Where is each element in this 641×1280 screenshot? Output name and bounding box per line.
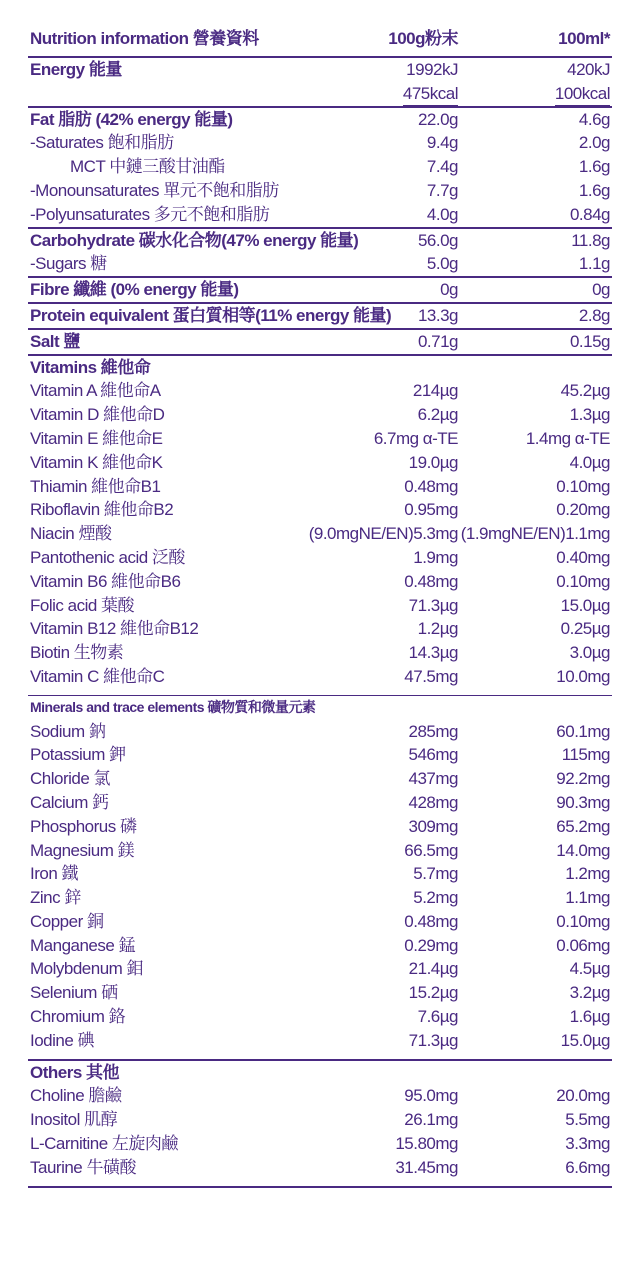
header-label: Nutrition information 營養資料 xyxy=(30,29,259,48)
nutrient-label: Choline 膽鹼 xyxy=(30,1086,122,1106)
value-per-100ml: 1.3µg xyxy=(569,405,610,425)
energy-kcal-100ml: 100kcal xyxy=(555,82,610,106)
nutrient-label: -Sugars 糖 xyxy=(30,254,107,274)
nutrient-label: Riboflavin 維他命B2 xyxy=(30,500,174,520)
value-per-100g: 7.7g xyxy=(426,180,458,200)
value-per-100ml: 0.10mg xyxy=(556,476,610,496)
value-per-100g: 0.48mg xyxy=(404,571,458,591)
table-row xyxy=(28,815,612,839)
value-per-100g: 1.9mg xyxy=(413,547,458,567)
table-row xyxy=(28,641,612,665)
table-row xyxy=(28,981,612,1005)
nutrient-label: Pantothenic acid 泛酸 xyxy=(30,547,185,567)
value-per-100g: 309mg xyxy=(408,816,458,836)
energy-kcal-100g: 475kcal xyxy=(403,82,458,106)
value-per-100ml: 20.0mg xyxy=(556,1086,610,1106)
energy-label: Energy 能量 xyxy=(30,60,122,79)
energy-kj-100g: 1992kJ xyxy=(406,60,458,79)
nutrient-label: Vitamin K 維他命K xyxy=(30,452,163,472)
salt-100g: 0.71g xyxy=(417,331,458,351)
energy-kj-100ml: 420kJ xyxy=(567,60,610,79)
others-title-row xyxy=(28,1061,612,1085)
table-row xyxy=(28,229,612,253)
minerals-title: Minerals and trace elements 礦物質和微量元素 xyxy=(30,698,316,715)
value-per-100ml: 90.3mg xyxy=(556,792,610,812)
table-row xyxy=(28,617,612,641)
value-per-100ml: 15.0µg xyxy=(560,595,610,615)
energy-kcal-row xyxy=(28,82,612,106)
table-row xyxy=(28,1005,612,1029)
vitamins-title-row xyxy=(28,356,612,380)
table-row xyxy=(28,1108,612,1132)
salt-row xyxy=(28,330,612,354)
table-row xyxy=(28,886,612,910)
value-per-100ml: 0.10mg xyxy=(556,911,610,931)
table-row xyxy=(28,403,612,427)
fibre-100g: 0g xyxy=(440,280,458,300)
nutrition-table xyxy=(28,22,612,1188)
minerals-title-row xyxy=(28,696,612,720)
nutrient-label: Iron 鐵 xyxy=(30,864,79,884)
value-per-100ml: 1.6g xyxy=(578,180,610,200)
value-per-100ml: 0.25µg xyxy=(560,619,610,639)
header-col-100g: 100g粉末 xyxy=(388,29,458,48)
table-row xyxy=(28,1132,612,1156)
nutrient-label: Chromium 鉻 xyxy=(30,1007,126,1027)
value-per-100g: 66.5mg xyxy=(404,840,458,860)
table-row xyxy=(28,665,612,689)
nutrient-label: -Saturates 飽和脂肪 xyxy=(30,133,174,153)
nutrient-label: Fat 脂肪 (42% energy 能量) xyxy=(30,109,233,129)
nutrient-label: Chloride 氯 xyxy=(30,769,111,789)
fibre-label: Fibre 纖維 (0% energy 能量) xyxy=(30,280,239,300)
value-per-100g: 26.1mg xyxy=(404,1110,458,1130)
nutrient-label: Calcium 鈣 xyxy=(30,792,109,812)
table-row xyxy=(28,108,612,132)
value-per-100g: 19.0µg xyxy=(408,452,458,472)
value-per-100g: 95.0mg xyxy=(404,1086,458,1106)
value-per-100g: 0.48mg xyxy=(404,911,458,931)
carbohydrate-section xyxy=(28,229,612,277)
nutrient-label: Biotin 生物素 xyxy=(30,643,124,663)
value-per-100g: 9.4g xyxy=(426,133,458,153)
value-per-100g: 7.6µg xyxy=(417,1007,458,1027)
value-per-100g: 5.2mg xyxy=(413,888,458,908)
table-row xyxy=(28,498,612,522)
table-row xyxy=(28,957,612,981)
value-per-100g: 71.3µg xyxy=(408,1030,458,1050)
value-per-100g: 437mg xyxy=(408,769,458,789)
value-per-100ml: 4.0µg xyxy=(569,452,610,472)
table-row xyxy=(28,203,612,227)
value-per-100g: 0.29mg xyxy=(404,935,458,955)
nutrient-label: Vitamin B6 維他命B6 xyxy=(30,571,181,591)
table-row xyxy=(28,427,612,451)
value-per-100ml: 3.3mg xyxy=(565,1134,610,1154)
value-per-100ml: 0.20mg xyxy=(556,500,610,520)
value-per-100ml: 3.0µg xyxy=(569,643,610,663)
value-per-100g: (9.0mgNE/EN)5.3mg xyxy=(308,524,458,544)
table-row xyxy=(28,839,612,863)
value-per-100g: 1.2µg xyxy=(417,619,458,639)
table-row xyxy=(28,451,612,475)
value-per-100ml: 0.84g xyxy=(569,204,610,224)
value-per-100ml: 6.6mg xyxy=(565,1157,610,1177)
protein-label: Protein equivalent 蛋白質相等(11% energy 能量) xyxy=(30,305,392,325)
protein-100g: 13.3g xyxy=(417,305,458,325)
table-row xyxy=(28,252,612,276)
others-title: Others 其他 xyxy=(30,1062,120,1082)
table-row xyxy=(28,179,612,203)
nutrient-label: Copper 銅 xyxy=(30,911,104,931)
value-per-100ml: 4.6g xyxy=(578,109,610,129)
fibre-row xyxy=(28,278,612,302)
value-per-100ml: 10.0mg xyxy=(556,666,610,686)
value-per-100g: 546mg xyxy=(408,745,458,765)
nutrient-label: L-Carnitine 左旋肉鹼 xyxy=(30,1134,178,1154)
table-row xyxy=(28,791,612,815)
salt-100ml: 0.15g xyxy=(569,331,610,351)
nutrient-label: Thiamin 維他命B1 xyxy=(30,476,161,496)
value-per-100g: 428mg xyxy=(408,792,458,812)
value-per-100g: 214µg xyxy=(412,381,458,401)
value-per-100g: 14.3µg xyxy=(408,643,458,663)
table-row xyxy=(28,1084,612,1108)
table-row xyxy=(28,1156,612,1180)
value-per-100ml: 60.1mg xyxy=(556,721,610,741)
protein-100ml: 2.8g xyxy=(578,305,610,325)
table-row xyxy=(28,594,612,618)
value-per-100g: 47.5mg xyxy=(404,666,458,686)
nutrient-label: Phosphorus 磷 xyxy=(30,816,137,836)
nutrient-label: Taurine 牛磺酸 xyxy=(30,1157,136,1177)
value-per-100g: 15.2µg xyxy=(408,983,458,1003)
nutrient-label: Iodine 碘 xyxy=(30,1030,95,1050)
value-per-100g: 15.80mg xyxy=(395,1134,458,1154)
others-section xyxy=(28,1084,612,1179)
value-per-100g: 21.4µg xyxy=(408,959,458,979)
energy-row xyxy=(28,58,612,82)
value-per-100g: 4.0g xyxy=(426,204,458,224)
table-row xyxy=(28,720,612,744)
value-per-100ml: 65.2mg xyxy=(556,816,610,836)
table-row xyxy=(28,934,612,958)
value-per-100g: 0.48mg xyxy=(404,476,458,496)
value-per-100ml: 115mg xyxy=(561,745,610,765)
vitamins-title: Vitamins 維他命 xyxy=(30,357,151,377)
table-row xyxy=(28,1029,612,1053)
value-per-100ml: 3.2µg xyxy=(569,983,610,1003)
value-per-100ml: 1.6g xyxy=(578,157,610,177)
value-per-100g: 6.7mg α-TE xyxy=(373,428,458,448)
nutrient-label: Vitamin B12 維他命B12 xyxy=(30,619,199,639)
value-per-100ml: 45.2µg xyxy=(560,381,610,401)
nutrient-label: Vitamin A 維他命A xyxy=(30,381,161,401)
value-per-100ml: 4.5µg xyxy=(569,959,610,979)
value-per-100ml: (1.9mgNE/EN)1.1mg xyxy=(460,524,610,544)
minerals-section xyxy=(28,720,612,1053)
nutrient-label: Magnesium 鎂 xyxy=(30,840,135,860)
value-per-100ml: 0.10mg xyxy=(556,571,610,591)
value-per-100ml: 11.8g xyxy=(571,230,610,250)
value-per-100g: 7.4g xyxy=(426,157,458,177)
value-per-100g: 5.0g xyxy=(426,254,458,274)
value-per-100ml: 0.40mg xyxy=(556,547,610,567)
nutrient-label: Selenium 硒 xyxy=(30,983,118,1003)
divider xyxy=(28,1186,612,1188)
table-row xyxy=(28,767,612,791)
table-header xyxy=(28,22,612,56)
value-per-100g: 0.95mg xyxy=(404,500,458,520)
table-row xyxy=(28,379,612,403)
salt-label: Salt 鹽 xyxy=(30,331,80,351)
value-per-100ml: 14.0mg xyxy=(556,840,610,860)
nutrient-label: Vitamin C 維他命C xyxy=(30,666,165,686)
nutrient-label: Carbohydrate 碳水化合物(47% energy 能量) xyxy=(30,230,359,250)
value-per-100g: 6.2µg xyxy=(417,405,458,425)
nutrient-label: -Polyunsaturates 多元不飽和脂肪 xyxy=(30,204,270,224)
value-per-100ml: 2.0g xyxy=(578,133,610,153)
nutrient-label: -Monounsaturates 單元不飽和脂肪 xyxy=(30,180,279,200)
nutrient-label: Vitamin D 維他命D xyxy=(30,405,165,425)
nutrient-label: Inositol 肌醇 xyxy=(30,1110,118,1130)
value-per-100ml: 15.0µg xyxy=(560,1030,610,1050)
value-per-100g: 5.7mg xyxy=(413,864,458,884)
value-per-100ml: 1.6µg xyxy=(569,1007,610,1027)
vitamins-section xyxy=(28,379,612,688)
table-row xyxy=(28,522,612,546)
value-per-100g: 71.3µg xyxy=(408,595,458,615)
nutrient-label: Sodium 鈉 xyxy=(30,721,106,741)
table-row xyxy=(28,546,612,570)
table-row xyxy=(28,743,612,767)
nutrient-label: Niacin 煙酸 xyxy=(30,524,112,544)
fat-section xyxy=(28,108,612,227)
value-per-100ml: 1.4mg α-TE xyxy=(525,428,610,448)
value-per-100ml: 1.1g xyxy=(578,254,610,274)
table-row xyxy=(28,155,612,179)
value-per-100ml: 92.2mg xyxy=(556,769,610,789)
value-per-100g: 285mg xyxy=(408,721,458,741)
table-row xyxy=(28,862,612,886)
value-per-100ml: 0.06mg xyxy=(556,935,610,955)
nutrient-label: Manganese 錳 xyxy=(30,935,136,955)
value-per-100g: 22.0g xyxy=(417,109,458,129)
value-per-100ml: 1.2mg xyxy=(565,864,610,884)
value-per-100ml: 1.1mg xyxy=(565,888,610,908)
value-per-100g: 31.45mg xyxy=(395,1157,458,1177)
nutrient-label: Molybdenum 鉬 xyxy=(30,959,144,979)
value-per-100g: 56.0g xyxy=(417,230,458,250)
value-per-100ml: 5.5mg xyxy=(565,1110,610,1130)
header-col-100ml: 100ml* xyxy=(558,29,610,48)
nutrient-label: Folic acid 葉酸 xyxy=(30,595,135,615)
table-row xyxy=(28,910,612,934)
nutrient-label: MCT 中鏈三酸甘油酯 xyxy=(70,157,225,177)
nutrient-label: Zinc 鋅 xyxy=(30,888,81,908)
nutrient-label: Potassium 鉀 xyxy=(30,745,126,765)
nutrient-label: Vitamin E 維他命E xyxy=(30,428,163,448)
table-row xyxy=(28,570,612,594)
protein-row xyxy=(28,304,612,328)
table-row xyxy=(28,475,612,499)
fibre-100ml: 0g xyxy=(592,280,610,300)
table-row xyxy=(28,131,612,155)
